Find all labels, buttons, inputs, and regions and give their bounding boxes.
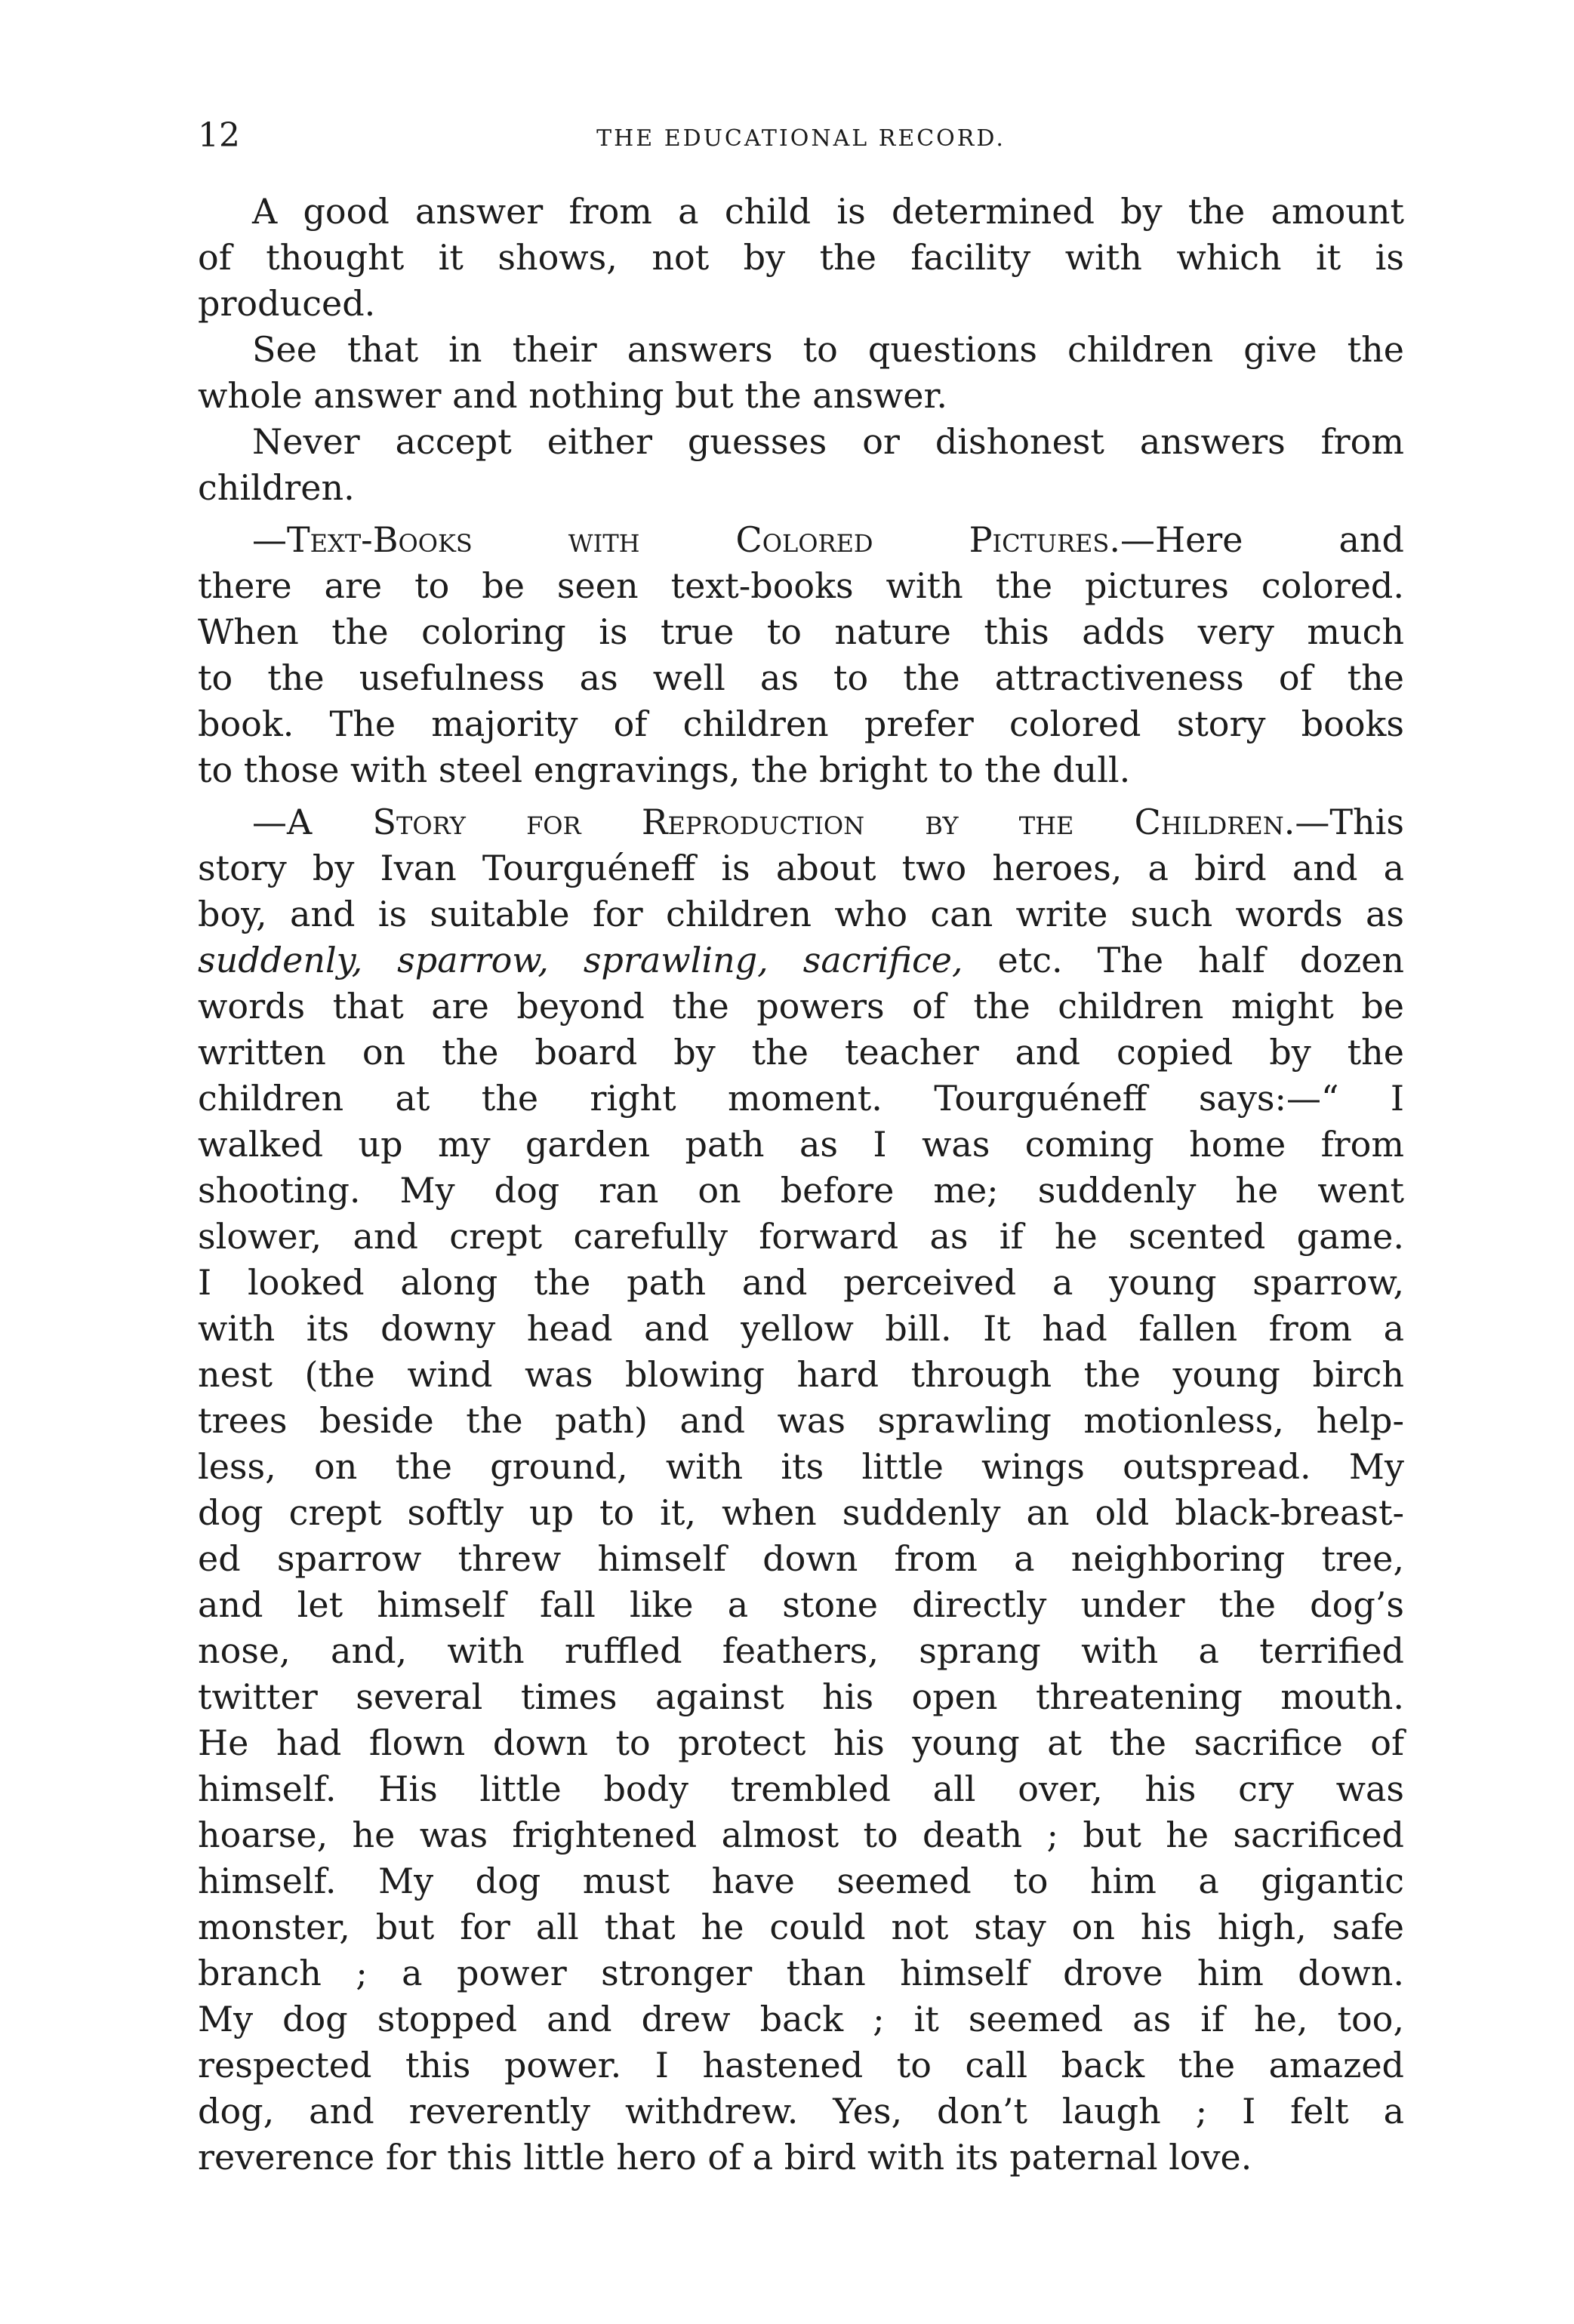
section-heading: —Text-Books with Colored Pictures. [252, 519, 1120, 560]
text-line: whole answer and nothing but the answer. [198, 375, 948, 416]
text-line: walked up my garden path as I was coming home from [198, 1124, 1404, 1165]
text-line [198, 517, 1404, 563]
text-line: less, on the ground, with its little wings outspread. My [198, 1446, 1404, 1487]
text-line: dog, and reverently withdrew. Yes, don’t laugh ; I felt a [198, 2091, 1404, 2132]
text-fragment: etc. The half dozen [963, 940, 1405, 980]
text-line: produced. [198, 283, 376, 324]
italic-word: sprawling, [583, 940, 769, 980]
page-header [198, 113, 1404, 166]
text-line: nest (the wind was blowing hard through the young birch [198, 1354, 1404, 1395]
text-line: twitter several times against his open threatening mouth. [198, 1676, 1404, 1717]
text-line: respected this power. I hastened to call back the amazed [198, 2045, 1404, 2085]
text-line: monster, but for all that he could not stay on his high, safe [198, 1907, 1404, 1947]
text-line: children at the right moment. Tourguéneff says:—“ I [198, 1078, 1404, 1119]
section-heading: —A Story for Reproduction by the Children. [252, 802, 1295, 842]
italic-word: suddenly, [198, 940, 363, 980]
italic-word: sparrow, [397, 940, 549, 980]
italic-word: sacrifice, [802, 940, 963, 980]
text-line: written on the board by the teacher and copied by the [198, 1032, 1404, 1073]
paragraph-good-answer [198, 189, 1404, 327]
text-line: slower, and crept carefully forward as if he scented game. [198, 1216, 1404, 1257]
text-line: He had flown down to protect his young at the sacrifice of [198, 1722, 1404, 1763]
text-line: himself. My dog must have seemed to him a gigantic [198, 1861, 1404, 1901]
paragraph-never-accept [198, 419, 1404, 511]
text-fragment: —Here and [1120, 519, 1405, 560]
text-line: I looked along the path and perceived a young sparrow, [198, 1262, 1404, 1303]
text-line: My dog stopped and drew back ; it seemed as if he, too, [198, 1999, 1404, 2039]
section-colored-pictures [198, 517, 1404, 793]
text-line: himself. His little body trembled all over, his cry was [198, 1768, 1404, 1809]
text-line [198, 937, 1404, 983]
text-line: to the usefulness as well as to the attractiveness of the [198, 657, 1404, 698]
text-line: See that in their answers to questions children give the [252, 329, 1404, 370]
text-line: nose, and, with ruffled feathers, sprang with a terrified [198, 1630, 1404, 1671]
text-line: reverence for this little hero of a bird with its paternal love. [198, 2137, 1252, 2178]
text-line: children. [198, 467, 355, 508]
text-line: shooting. My dog ran on before me; suddenly he went [198, 1170, 1404, 1211]
text-line: boy, and is suitable for children who can write such words as [198, 894, 1404, 934]
text-line: Never accept either guesses or dishonest answers from [252, 421, 1404, 462]
text-line: there are to be seen text-books with the pictures colored. [198, 565, 1404, 606]
text-line [198, 799, 1404, 845]
text-line: A good answer from a child is determined by the amount [252, 191, 1404, 232]
text-fragment: —This [1295, 802, 1404, 842]
section-story-reproduction [198, 799, 1404, 2181]
page-number: 12 [198, 116, 240, 155]
text-line: When the coloring is true to nature this adds very much [198, 611, 1404, 652]
text-line: story by Ivan Tourguéneff is about two heroes, a bird and a [198, 848, 1404, 888]
text-line: branch ; a power stronger than himself drove him down. [198, 1953, 1404, 1993]
text-line: and let himself fall like a stone directly under the dog’s [198, 1584, 1404, 1625]
text-line: words that are beyond the powers of the children might be [198, 986, 1404, 1027]
text-line: trees beside the path) and was sprawling motionless, help- [198, 1400, 1404, 1441]
text-line: ed sparrow threw himself down from a neighboring tree, [198, 1538, 1404, 1579]
text-line: book. The majority of children prefer colored story books [198, 703, 1404, 744]
text-line: with its downy head and yellow bill. It had fallen from a [198, 1308, 1404, 1349]
text-line: of thought it shows, not by the facility with which it is [198, 237, 1404, 278]
text-line: hoarse, he was frightened almost to death ; but he sacrificed [198, 1815, 1404, 1855]
text-line: dog crept softly up to it, when suddenly an old black-breast- [198, 1492, 1404, 1533]
body-text [198, 189, 1404, 2181]
paragraph-whole-answer [198, 327, 1404, 419]
running-title: THE EDUCATIONAL RECORD. [596, 125, 1006, 152]
text-line: to those with steel engravings, the bright to the dull. [198, 750, 1131, 790]
